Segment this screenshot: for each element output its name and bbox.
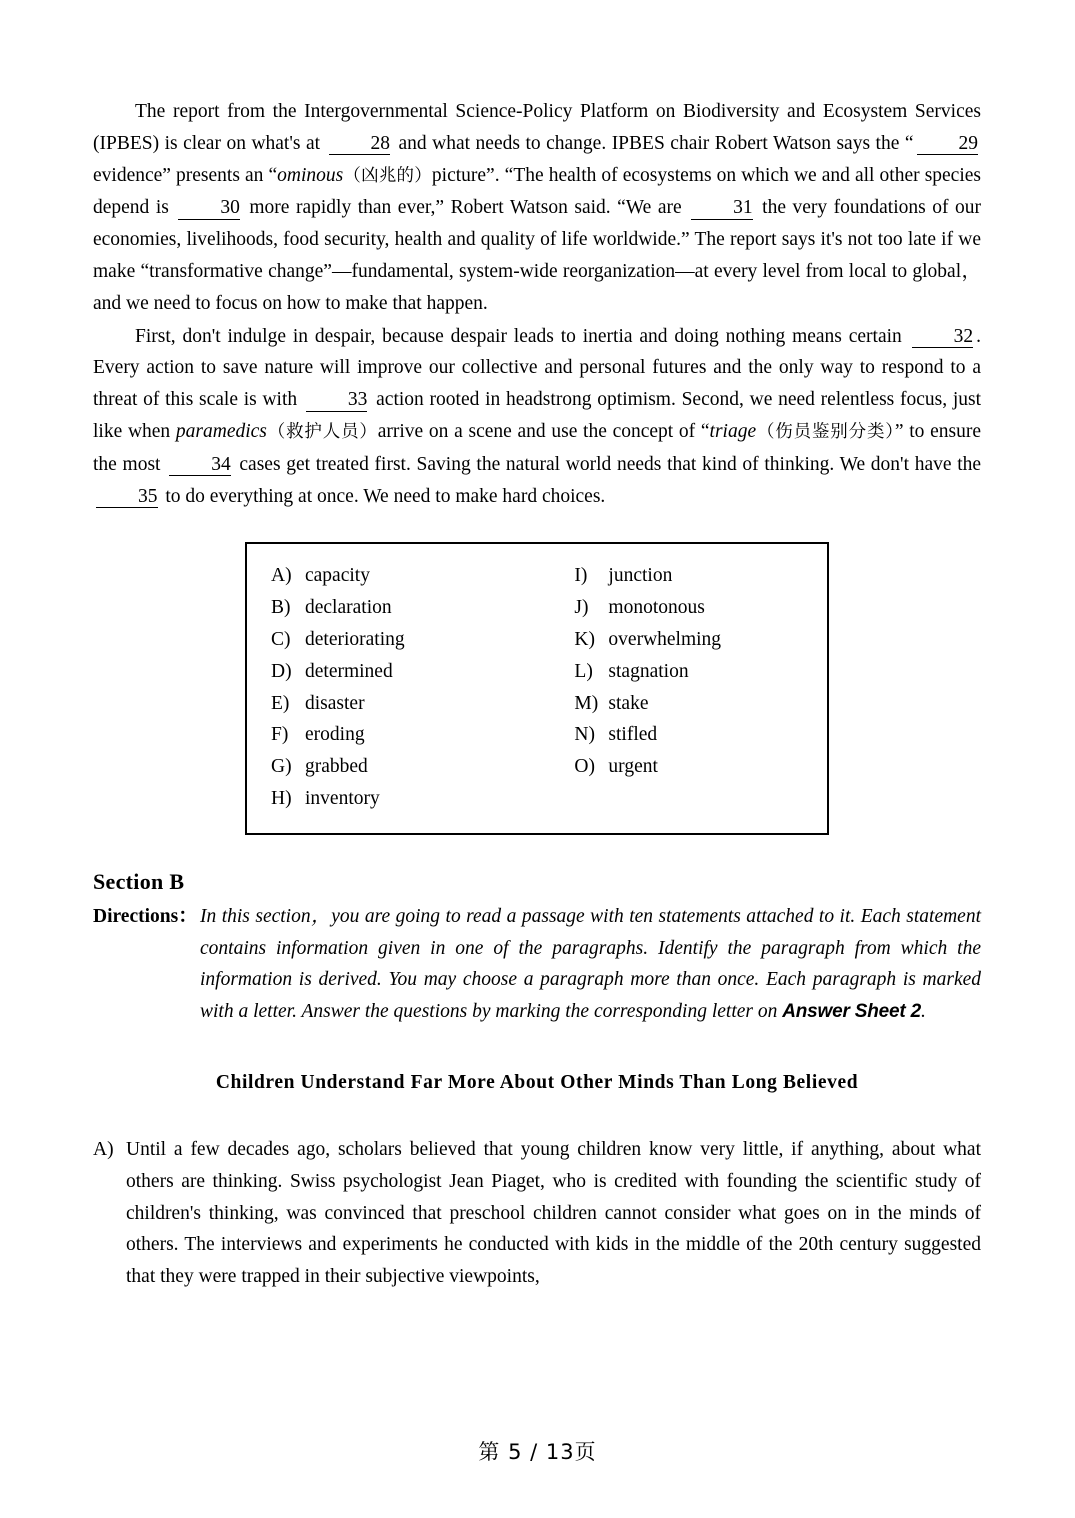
word-bank-letter: D) (271, 660, 292, 682)
cloze-p1-seg6: the very foundations of our economies, livelihoods, food security, health and quality of life worldwide.” The report says it's not too late if we make “transformative change”—fundamental, system-wide reorganization—at every level from local to global，and we need to focus on how to make that happen. (93, 197, 981, 314)
cloze-blank-29[interactable]: 29 (917, 134, 979, 155)
word-bank-word: disaster (305, 692, 365, 714)
word-bank-container (93, 542, 981, 834)
directions-text (200, 901, 981, 1028)
gloss-ominous-chinese: （凶兆的） (343, 165, 432, 186)
word-bank-item[interactable] (574, 560, 827, 592)
cloze-p1-seg5: more rapidly than ever,” Robert Watson said. “We are (249, 197, 682, 219)
word-bank-item[interactable] (271, 719, 562, 751)
word-bank-letter: C) (271, 628, 291, 650)
cloze-paragraph-2 (93, 321, 981, 513)
page-footer: 第 5 / 13页 (478, 1440, 597, 1464)
cloze-p1-seg1: The report from the Intergovernmental Science-Policy Platform on Biodiversity and Ecosystem Services (IPBES) is clear on what's at (93, 101, 981, 154)
word-bank-word: overwhelming (608, 628, 722, 650)
passage-title: Children Understand Far More About Other Minds Than Long Believed (215, 1071, 859, 1093)
word-bank-word: determined (305, 660, 393, 682)
cloze-blank-30[interactable]: 30 (178, 198, 240, 219)
cloze-blank-35[interactable]: 35 (96, 487, 158, 508)
word-bank-item[interactable] (271, 783, 562, 815)
word-bank-item[interactable] (271, 560, 562, 592)
word-bank-word: stifled (608, 724, 658, 746)
directions-label: Directions： (93, 905, 198, 927)
word-bank-item[interactable] (574, 592, 827, 624)
cloze-p2-seg6: cases get treated first. Saving the natural world needs that kind of thinking. We don't have the (239, 453, 982, 475)
word-bank-word: declaration (305, 597, 392, 619)
gloss-word-ominous: ominous (277, 164, 344, 186)
word-bank-word: inventory (305, 787, 380, 809)
word-bank-left-column (247, 560, 562, 814)
cloze-blank-31[interactable]: 31 (691, 198, 753, 219)
gloss-paramedics-chinese: （救护人员） (266, 421, 378, 442)
gloss-word-triage: triage (709, 420, 757, 442)
word-bank-item[interactable] (271, 688, 562, 720)
word-bank-letter: A) (271, 565, 292, 587)
word-bank-item[interactable] (271, 751, 562, 783)
passage-paragraph-a (93, 1134, 981, 1293)
word-bank-word: monotonous (608, 597, 705, 619)
directions-text-part2: . (920, 1001, 926, 1023)
cloze-p2-seg3: action rooted in headstrong optimism. Second, we need relentless focus, just like when (93, 389, 982, 442)
word-bank-item[interactable] (574, 656, 827, 688)
cloze-p1-seg2: and what needs to change. IPBES chair Robert Watson says the “ (398, 132, 914, 154)
word-bank-letter: F) (271, 724, 289, 746)
word-bank-letter: M) (574, 692, 599, 714)
cloze-blank-34[interactable]: 34 (169, 455, 231, 476)
cloze-blank-33[interactable]: 33 (306, 390, 368, 411)
word-bank-word: stagnation (608, 660, 689, 682)
page-content (93, 96, 981, 1293)
word-bank-box (245, 542, 829, 834)
word-bank-word: eroding (305, 724, 365, 746)
directions-text-part1: In this section，you are going to read a passage with ten statements attached to it. Each statement contains information given in one of the paragraphs. Identify the paragraph from which the information is derived. You may choose a paragraph more than once. Each paragraph is marked with a letter. Answer the questions by marking the corresponding letter on (200, 905, 981, 1023)
word-bank-word: stake (608, 692, 649, 714)
word-bank-letter: J) (574, 597, 589, 619)
word-bank-item[interactable] (271, 656, 562, 688)
cloze-p1-seg4: picture”. “The health of ecosystems on which we and all other species depend is (93, 164, 981, 219)
word-bank-letter: N) (574, 724, 595, 746)
cloze-blank-32[interactable]: 32 (912, 327, 974, 348)
word-bank-letter: H) (271, 787, 292, 809)
gloss-triage-chinese: （伤员鉴别分类） (756, 421, 895, 442)
directions-block (93, 901, 981, 1028)
word-bank-letter: O) (574, 756, 595, 778)
word-bank-letter: L) (574, 660, 593, 682)
word-bank-item[interactable] (574, 719, 827, 751)
paragraph-a-text: Until a few decades ago, scholars believed that young children know very little, if anything, about what others are thinking. Swiss psychologist Jean Piaget, who is credited with founding the scientific study of children's thinking, was convinced that preschool children cannot consider what goes on in the minds of others. The interviews and experiments he conducted with kids in the middle of the 20th century suggested that they were trapped in their subjective viewpoints, (126, 1138, 981, 1288)
word-bank-word: capacity (305, 565, 370, 587)
gloss-word-paramedics: paramedics (175, 420, 267, 442)
word-bank-letter: E) (271, 692, 290, 714)
word-bank-letter: G) (271, 756, 292, 778)
word-bank-item[interactable] (574, 688, 827, 720)
word-bank-item[interactable] (574, 624, 827, 656)
word-bank-letter: B) (271, 597, 291, 619)
word-bank-letter: K) (574, 628, 595, 650)
paragraph-letter-a: A) (93, 1138, 114, 1160)
word-bank-letter: I) (574, 565, 588, 587)
word-bank-item[interactable] (271, 624, 562, 656)
cloze-p1-seg3: evidence” presents an “ (93, 164, 278, 186)
word-bank-word: urgent (608, 756, 658, 778)
word-bank-word: grabbed (305, 756, 368, 778)
section-b-heading: Section B (93, 868, 185, 894)
answer-sheet-label: Answer Sheet 2 (782, 1001, 921, 1023)
cloze-p2-seg2: . Every action to save nature will improve our collective and personal futures and the only way to respond to a threat of this scale is with (93, 325, 981, 411)
cloze-p2-seg1: First, don't indulge in despair, because despair leads to inertia and doing nothing means certain (135, 325, 902, 347)
cloze-paragraph-1 (93, 96, 981, 320)
cloze-p2-seg4: arrive on a scene and use the concept of “ (377, 420, 710, 442)
word-bank-word: junction (608, 565, 673, 587)
cloze-p2-seg7: to do everything at once. We need to make hard choices. (165, 485, 606, 507)
word-bank-word: deteriorating (305, 628, 405, 650)
word-bank-item[interactable] (271, 592, 562, 624)
cloze-blank-28[interactable]: 28 (329, 134, 391, 155)
word-bank-item[interactable] (574, 751, 827, 783)
cloze-p2-seg5: ” to ensure the most (93, 420, 982, 475)
word-bank-right-column (562, 560, 827, 814)
